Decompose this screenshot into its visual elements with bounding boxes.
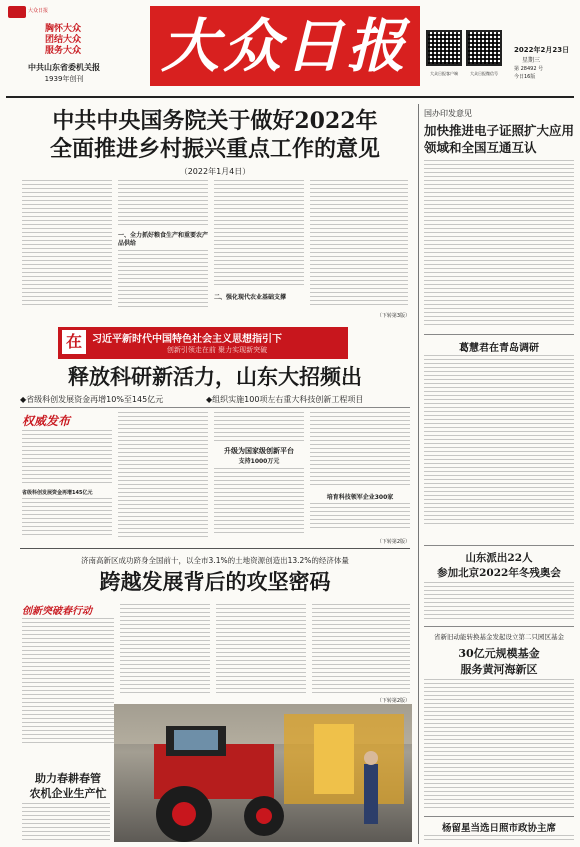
fund-kicker: 省新旧动能转换基金发起设立第二只园区基金 xyxy=(434,633,564,641)
science-body-col-3b xyxy=(214,468,304,538)
wechat-qr-caption: 大众日报微信号 xyxy=(470,71,498,76)
masthead-rule xyxy=(6,96,574,98)
ge-huijun-body xyxy=(424,355,574,530)
rizhao-title: 杨留星当选日照市政协主席 xyxy=(441,823,556,834)
top-story-section-2: 二、强化现代农业基础支撑 xyxy=(214,294,287,301)
tractor-illustration xyxy=(114,704,412,842)
photo-caption xyxy=(22,803,110,843)
science-body-col-1 xyxy=(22,430,112,485)
science-continued: （下转第2版） xyxy=(376,539,410,545)
science-body-col-4b xyxy=(310,503,410,533)
science-rule xyxy=(20,407,410,408)
page-count: 今日16版 xyxy=(514,74,536,80)
authoritative-release-tag: 权威发布 xyxy=(22,414,71,428)
innovation-action-tag: 创新突破春行动 xyxy=(22,606,92,617)
science-body-col-2 xyxy=(118,412,208,538)
founded-year: 1939年创刊 xyxy=(44,75,84,83)
paper-emblem xyxy=(8,6,26,18)
top-story-section-1: 一、全力抓好粮食生产和重要农产品供给 xyxy=(118,232,209,247)
jinan-title: 跨越发展背后的攻坚密码 xyxy=(99,569,331,594)
issue-weekday: 星期三 xyxy=(522,57,541,64)
platform-box-sub: 支持1000万元 xyxy=(238,458,280,465)
science-body-col-4a xyxy=(310,412,410,488)
jinan-continued: （下转第2版） xyxy=(376,698,410,704)
paralympics-title-2: 参加北京2022年冬残奥会 xyxy=(437,567,561,579)
theme-banner xyxy=(58,327,348,359)
top-story-body-col-2b xyxy=(118,250,208,310)
science-side-label: 省级科创发展资金再增145亿元 xyxy=(22,490,93,496)
paralympics-title-1: 山东派出22人 xyxy=(465,552,533,564)
jinan-body-col-3 xyxy=(216,604,306,696)
paralympics-body xyxy=(424,582,574,622)
masthead xyxy=(0,0,580,98)
wechat-qr-code xyxy=(466,30,502,66)
slogan-3: 服务大众 xyxy=(44,46,81,56)
top-story-date: （2022年1月4日） xyxy=(179,167,251,176)
rule-r2 xyxy=(424,545,574,546)
platform-box-title: 升级为国家级创新平台 xyxy=(224,447,294,455)
state-council-kicker: 国办印发意见 xyxy=(424,109,472,118)
science-body-col-1b xyxy=(22,498,112,538)
fund-title-2: 服务黄河海新区 xyxy=(460,663,538,676)
issue-date: 2022年2月23日 xyxy=(514,46,570,54)
slogan-1: 胸怀大众 xyxy=(44,24,81,34)
right-column-divider xyxy=(418,104,419,844)
top-story-body-col-4 xyxy=(310,180,408,310)
jinan-body-col-1 xyxy=(22,618,114,746)
slogans xyxy=(34,24,92,57)
issue-number: 第 28492 号 xyxy=(514,66,544,72)
fund-title-1: 30亿元规模基金 xyxy=(458,647,540,660)
client-qr-code xyxy=(426,30,462,66)
jinan-top-rule xyxy=(20,548,410,549)
top-story-title-1: 中共中央国务院关于做好2022年 xyxy=(52,108,378,134)
jinan-kicker: 济南高新区成功跻身全国前十，以全市3.1%的土地资源创造出13.2%的经济体量 xyxy=(81,556,349,565)
e-license-body xyxy=(424,160,574,330)
banner-subtitle: 创新引领走在前 聚力实现新突破 xyxy=(166,346,268,354)
emblem-caption: 大众日报 xyxy=(28,8,49,14)
science-story-title: 释放科研新活力，山东大招频出 xyxy=(68,364,362,389)
jinan-body-col-4 xyxy=(312,604,410,696)
client-qr-caption: 大众日报客户端 xyxy=(430,71,458,76)
banner-mark: 在 xyxy=(62,330,86,354)
top-story-body-col-1 xyxy=(22,180,112,310)
jinan-body-col-2 xyxy=(120,604,210,696)
banner-title: 习近平新时代中国特色社会主义思想指引下 xyxy=(92,334,282,345)
slogan-2: 团结大众 xyxy=(44,35,81,45)
top-story-title-2: 全面推进乡村振兴重点工作的意见 xyxy=(49,136,380,162)
leading-enterprise-box-title: 培育科技领军企业300家 xyxy=(326,494,394,501)
tractor-factory-photo xyxy=(114,704,412,842)
top-story-body-col-2 xyxy=(118,180,208,230)
rule-r4 xyxy=(424,816,574,817)
party-org: 中共山东省委机关报 xyxy=(28,63,100,72)
science-subhead-right: ◆组织实施100项左右重大科技创新工程项目 xyxy=(206,395,364,404)
rule-r3 xyxy=(424,626,574,627)
newspaper-logo: 大众日报 xyxy=(150,6,420,86)
rizhao-body xyxy=(424,835,574,845)
top-story-body-col-3 xyxy=(214,180,304,290)
rule-r1 xyxy=(424,334,574,335)
photo-story-title-2: 农机企业生产忙 xyxy=(29,787,107,800)
fund-body xyxy=(424,679,574,814)
top-story-continued: （下转第3版） xyxy=(376,313,410,319)
science-subhead-left: ◆省级科创发展资金再增10%至145亿元 xyxy=(20,395,164,404)
e-license-title: 加快推进电子证照扩大应用领域和全国互通互认 xyxy=(424,123,575,155)
science-body-col-3a xyxy=(214,412,304,444)
photo-story-title-1: 助力春耕春管 xyxy=(35,772,101,785)
ge-huijun-title: 葛慧君在青岛调研 xyxy=(459,343,539,354)
